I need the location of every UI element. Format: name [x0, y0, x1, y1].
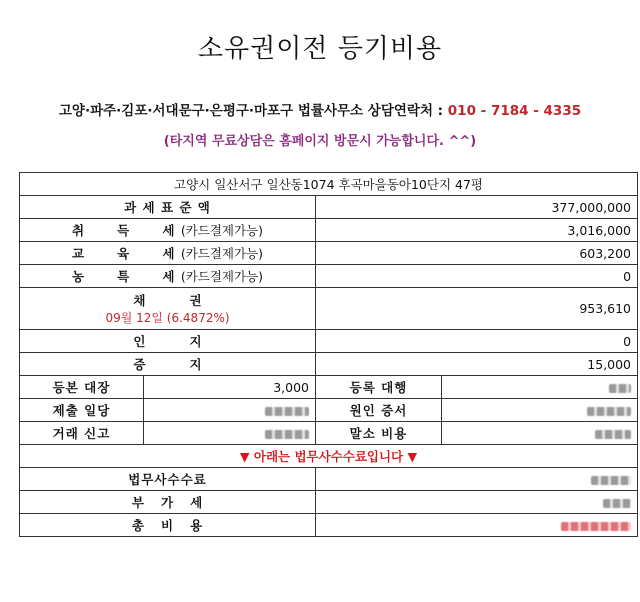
- tax-base-label: 과 세 표 준 액: [20, 196, 316, 219]
- certificate-label: 증 지: [20, 353, 316, 376]
- address-row: [20, 173, 638, 196]
- extra-right-label: 등록 대행: [316, 376, 442, 399]
- extra-right-label: 말소 비용: [316, 422, 442, 445]
- contact-phone[interactable]: 010 - 7184 - 4335: [447, 103, 582, 119]
- extra-right-value: [442, 399, 638, 422]
- extra-left-label: 거래 신고: [20, 422, 144, 445]
- extra-left-value: [144, 399, 316, 422]
- vat-label: 부 가 세: [20, 491, 316, 514]
- vat-value: [316, 491, 638, 514]
- bond-date-note: 09월 12일 (6.4872%): [105, 311, 230, 325]
- consult-notice: (타지역 무료상담은 홈페이지 방문시 가능합니다. ^^): [163, 134, 477, 149]
- bond-label: 채 권 09월 12일 (6.4872%): [20, 288, 316, 330]
- tax-base-value: 377,000,000: [316, 196, 638, 219]
- vat-row: [20, 491, 638, 514]
- tax-base-row: [20, 196, 638, 219]
- contact-line: [0, 99, 640, 119]
- legal-fee-value: [316, 468, 638, 491]
- acquisition-tax-row: [20, 219, 638, 242]
- stamp-value: 0: [316, 330, 638, 353]
- page-title: 소유권이전 등기비용: [197, 34, 443, 64]
- education-tax-value: 603,200: [316, 242, 638, 265]
- rural-tax-row: [20, 265, 638, 288]
- extras-row: [20, 376, 638, 399]
- acquisition-tax-value: 3,016,000: [316, 219, 638, 242]
- extras-row: [20, 422, 638, 445]
- extra-left-label: 등본 대장: [20, 376, 144, 399]
- certificate-value: 15,000: [316, 353, 638, 376]
- extra-right-value: [442, 422, 638, 445]
- bond-value: 953,610: [316, 288, 638, 330]
- legal-fee-label: 법무사수수료: [20, 468, 316, 491]
- total-label: 총 비 용: [20, 514, 316, 537]
- extra-left-label: 제출 일당: [20, 399, 144, 422]
- total-value: [316, 514, 638, 537]
- stamp-label: 인 지: [20, 330, 316, 353]
- acquisition-tax-label: 취 득 세 (카드결제가능): [20, 219, 316, 242]
- extra-right-label: 원인 증서: [316, 399, 442, 422]
- education-tax-row: [20, 242, 638, 265]
- legal-fee-row: [20, 468, 638, 491]
- contact-prefix: 고양·파주·김포·서대문구·은평구·마포구 법률사무소 상담연락처 :: [58, 103, 448, 119]
- certificate-row: [20, 353, 638, 376]
- divider-row: [20, 445, 638, 468]
- extra-right-value: [442, 376, 638, 399]
- education-tax-label: 교 육 세 (카드결제가능): [20, 242, 316, 265]
- fee-table: [19, 172, 638, 537]
- address-cell: 고양시 일산서구 일산동1074 후곡마을동아10단지 47평: [20, 173, 638, 196]
- legal-fee-divider: ▼ 아래는 법무사수수료입니다 ▼: [20, 445, 638, 468]
- stamp-row: [20, 330, 638, 353]
- rural-tax-value: 0: [316, 265, 638, 288]
- rural-tax-label: 농 특 세 (카드결제가능): [20, 265, 316, 288]
- extra-left-value: 3,000: [144, 376, 316, 399]
- extras-row: [20, 399, 638, 422]
- extra-left-value: [144, 422, 316, 445]
- bond-row: [20, 288, 638, 330]
- total-row: [20, 514, 638, 537]
